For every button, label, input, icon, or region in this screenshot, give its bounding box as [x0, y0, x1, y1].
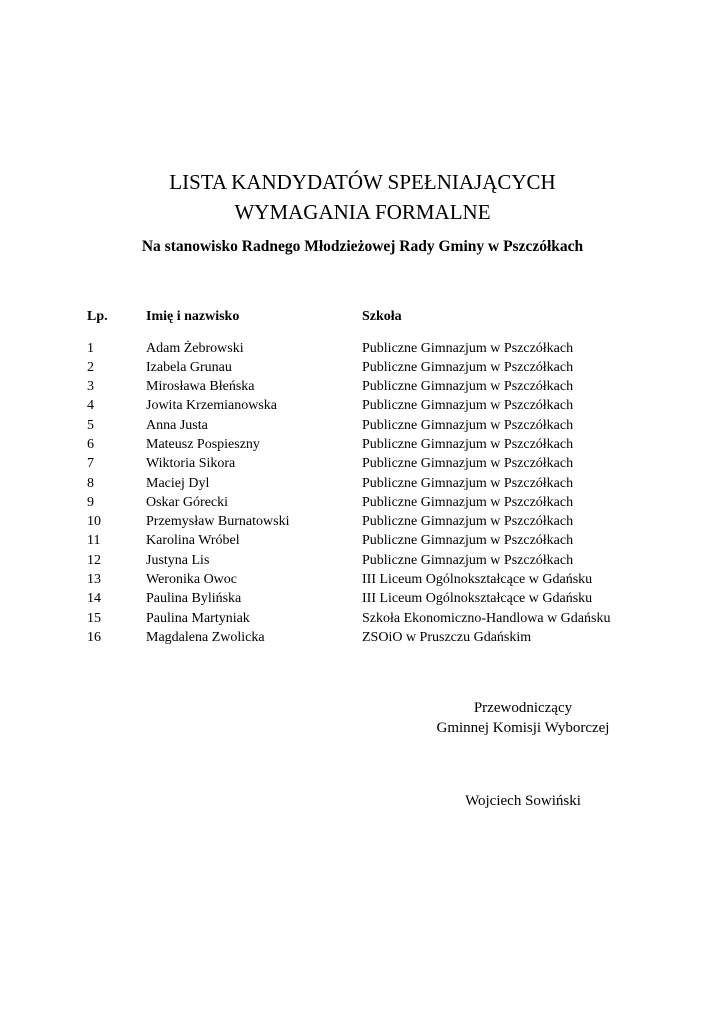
cell-lp: 11 [87, 533, 101, 549]
cell-name: Wiktoria Sikora [146, 456, 236, 472]
cell-lp: 8 [87, 475, 94, 491]
cell-school: Szkoła Ekonomiczno-Handlowa w Gdańsku [362, 610, 611, 626]
table-row [87, 551, 647, 570]
cell-name: Mirosława Błeńska [146, 379, 255, 395]
cell-school: Publiczne Gimnazjum w Pszczółkach [362, 398, 574, 414]
table-row [87, 531, 647, 550]
table-row [87, 512, 647, 531]
table-row [87, 589, 647, 608]
table-row [87, 609, 647, 628]
cell-school: Publiczne Gimnazjum w Pszczółkach [362, 475, 574, 491]
cell-lp: 10 [87, 514, 101, 530]
table-row [87, 493, 647, 512]
cell-school: Publiczne Gimnazjum w Pszczółkach [362, 514, 574, 530]
cell-name: Przemysław Burnatowski [146, 514, 290, 530]
signature-name: Wojciech Sowiński [465, 793, 581, 809]
cell-school: Publiczne Gimnazjum w Pszczółkach [362, 436, 574, 452]
header-lp: Lp. [87, 309, 108, 324]
cell-school: Publiczne Gimnazjum w Pszczółkach [362, 359, 574, 375]
cell-name: Magdalena Zwolicka [146, 629, 265, 645]
table-row [87, 628, 647, 647]
cell-school: Publiczne Gimnazjum w Pszczółkach [362, 494, 574, 510]
table-row [87, 396, 647, 415]
table-row [87, 339, 647, 358]
cell-lp: 12 [87, 552, 101, 568]
table-row [87, 358, 647, 377]
table-row [87, 454, 647, 473]
cell-school: III Liceum Ogólnokształcące w Gdańsku [362, 572, 593, 588]
cell-name: Paulina Martyniak [146, 610, 250, 626]
cell-school: III Liceum Ogólnokształcące w Gdańsku [362, 591, 593, 607]
cell-lp: 5 [87, 417, 94, 433]
cell-name: Adam Żebrowski [146, 340, 244, 356]
cell-school: Publiczne Gimnazjum w Pszczółkach [362, 379, 574, 395]
cell-lp: 3 [87, 379, 94, 395]
cell-lp: 4 [87, 398, 94, 414]
cell-lp: 1 [87, 340, 94, 356]
signature-role-line-1: Przewodniczący [473, 700, 573, 716]
cell-lp: 9 [87, 494, 94, 510]
table-header-row [87, 307, 647, 326]
cell-lp: 13 [87, 572, 101, 588]
document-title-line-1: LISTA KANDYDATÓW SPEŁNIAJĄCYCH [169, 170, 556, 194]
document-title-line-2: WYMAGANIA FORMALNE [234, 200, 491, 224]
header-school: Szkoła [362, 309, 402, 324]
signature-role-line-2: Gminnej Komisji Wyborczej [436, 720, 610, 736]
cell-name: Paulina Bylińska [146, 591, 242, 607]
cell-school: Publiczne Gimnazjum w Pszczółkach [362, 533, 574, 549]
table-body [87, 339, 647, 648]
cell-school: Publiczne Gimnazjum w Pszczółkach [362, 552, 574, 568]
cell-name: Justyna Lis [146, 552, 210, 568]
table-row [87, 416, 647, 435]
cell-lp: 15 [87, 610, 101, 626]
cell-school: Publiczne Gimnazjum w Pszczółkach [362, 417, 574, 433]
header-name: Imię i nazwisko [146, 309, 240, 324]
cell-lp: 6 [87, 436, 94, 452]
table-row [87, 435, 647, 454]
cell-school: Publiczne Gimnazjum w Pszczółkach [362, 340, 574, 356]
cell-lp: 14 [87, 591, 101, 607]
cell-name: Maciej Dyl [146, 475, 210, 491]
cell-lp: 2 [87, 359, 94, 375]
cell-lp: 7 [87, 456, 94, 472]
cell-school: ZSOiO w Pruszczu Gdańskim [362, 629, 532, 645]
table-row [87, 474, 647, 493]
table-row [87, 377, 647, 396]
table-row [87, 570, 647, 589]
cell-name: Anna Justa [146, 417, 208, 433]
cell-name: Karolina Wróbel [146, 533, 240, 549]
cell-name: Izabela Grunau [146, 359, 232, 375]
candidates-table [87, 307, 647, 647]
cell-name: Weronika Owoc [146, 572, 238, 588]
cell-name: Oskar Górecki [146, 494, 229, 510]
cell-name: Jowita Krzemianowska [146, 398, 278, 414]
cell-name: Mateusz Pospieszny [146, 436, 260, 452]
cell-lp: 16 [87, 629, 101, 645]
document-subtitle: Na stanowisko Radnego Młodzieżowej Rady Gminy w Pszczółkach [141, 238, 584, 255]
cell-school: Publiczne Gimnazjum w Pszczółkach [362, 456, 574, 472]
